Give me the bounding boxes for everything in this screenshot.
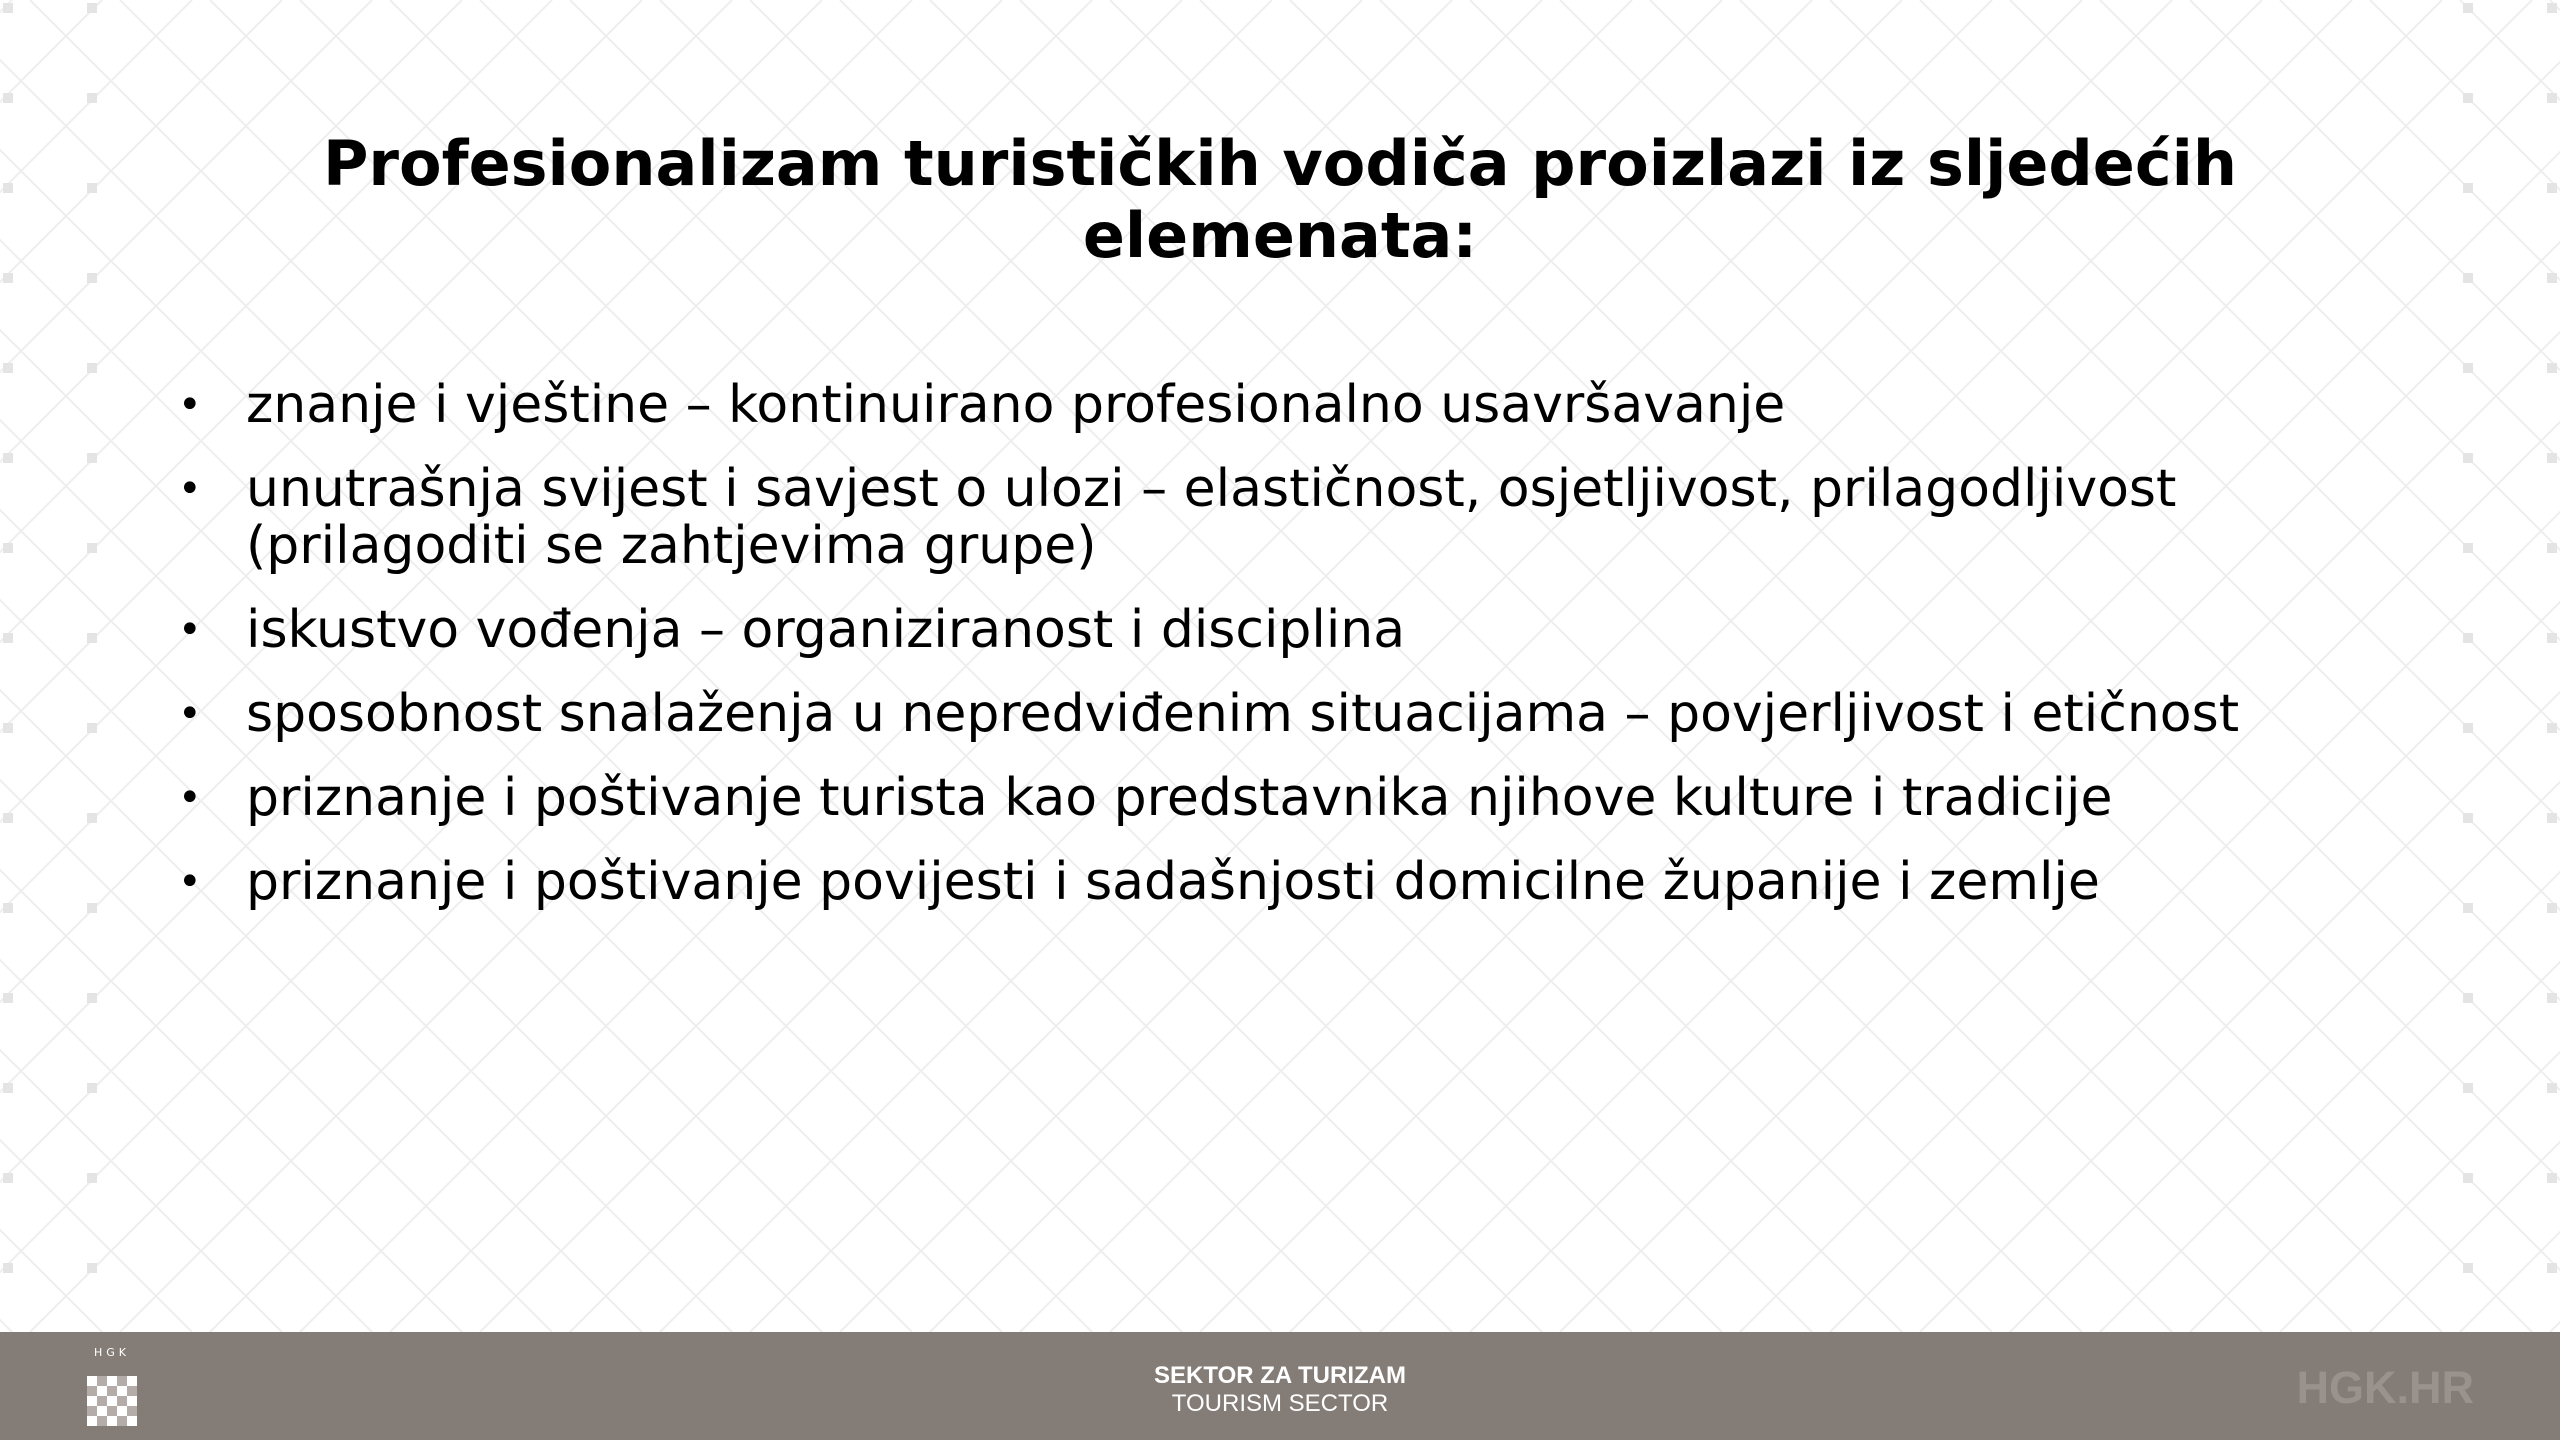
pattern-line: [0, 0, 12, 1332]
pattern-square: [87, 633, 97, 643]
pattern-square: [2547, 93, 2557, 103]
pattern-square: [2547, 903, 2557, 913]
logo-cell: [117, 1416, 127, 1426]
pattern-square: [2547, 633, 2557, 643]
logo-cell: [97, 1386, 107, 1396]
pattern-square: [3, 543, 13, 553]
pattern-square: [2463, 93, 2473, 103]
pattern-square: [2547, 1173, 2557, 1183]
pattern-square: [3, 813, 13, 823]
pattern-square: [3, 1173, 13, 1183]
logo-cell: [97, 1396, 107, 1406]
pattern-square: [2463, 993, 2473, 1003]
bullet-text: sposobnost snalaženja u nepredviđenim situacijama – povjerljivost i etičnost: [246, 684, 2240, 744]
pattern-square: [87, 723, 97, 733]
pattern-square: [87, 903, 97, 913]
pattern-line: [2550, 0, 2560, 1332]
bullet-dot: •: [178, 859, 202, 905]
pattern-square: [3, 3, 13, 13]
pattern-square: [87, 273, 97, 283]
bullet-item: [178, 686, 2438, 743]
pattern-square: [2463, 1263, 2473, 1273]
logo-cell: [97, 1376, 107, 1386]
pattern-square: [87, 1083, 97, 1093]
pattern-line: [0, 0, 192, 1332]
pattern-square: [3, 1083, 13, 1093]
footer-sector: [1080, 1362, 1480, 1418]
pattern-square: [87, 93, 97, 103]
pattern-line: [2460, 0, 2560, 1332]
bullet-dot: •: [178, 382, 202, 428]
bullet-item: [178, 854, 2438, 911]
bullet-text: unutrašnja svijest i savjest o ulozi – elastičnost, osjetljivost, prilagodljivost (prilagoditi se zahtjevima grupe): [246, 459, 2177, 576]
pattern-square: [87, 813, 97, 823]
pattern-square: [87, 183, 97, 193]
pattern-line: [0, 0, 12, 1332]
logo-cell: [117, 1396, 127, 1406]
bullet-item: [178, 377, 2438, 434]
pattern-square: [2547, 273, 2557, 283]
pattern-square: [2463, 273, 2473, 283]
pattern-square: [2463, 723, 2473, 733]
pattern-line: [2550, 0, 2560, 1332]
pattern-line: [2460, 0, 2560, 1332]
bullet-list: [178, 377, 2438, 938]
pattern-square: [2463, 633, 2473, 643]
logo-cell: [97, 1416, 107, 1426]
bullet-dot: •: [178, 691, 202, 737]
pattern-square: [2463, 1173, 2473, 1183]
pattern-square: [2547, 813, 2557, 823]
pattern-square: [3, 723, 13, 733]
logo-cell: [127, 1406, 137, 1416]
logo-cell: [117, 1406, 127, 1416]
pattern-square: [2547, 1263, 2557, 1273]
pattern-line: [0, 0, 192, 1332]
pattern-square: [2547, 543, 2557, 553]
pattern-square: [2463, 453, 2473, 463]
pattern-square: [3, 453, 13, 463]
pattern-square: [3, 633, 13, 643]
logo-cell: [87, 1376, 97, 1386]
pattern-square: [87, 1263, 97, 1273]
slide-title: Profesionalizam turističkih vodiča proizlazi iz sljedećih elemenata:: [322, 127, 2237, 272]
footer-website: HGK.HR: [2296, 1362, 2474, 1413]
logo-cell: [107, 1416, 117, 1426]
pattern-square: [2463, 3, 2473, 13]
logo-cell: [127, 1386, 137, 1396]
bullet-text: priznanje i poštivanje povijesti i sadašnjosti domicilne županije i zemlje: [246, 852, 2100, 912]
pattern-square: [3, 903, 13, 913]
logo-cell: [117, 1376, 127, 1386]
logo-cell: [127, 1376, 137, 1386]
logo-letters: HGK: [93, 1346, 130, 1359]
logo-cell: [127, 1416, 137, 1426]
footer-bar: [0, 1332, 2560, 1440]
pattern-square: [2547, 183, 2557, 193]
pattern-square: [2547, 453, 2557, 463]
pattern-square: [2463, 903, 2473, 913]
logo-cell: [87, 1406, 97, 1416]
pattern-square: [87, 3, 97, 13]
logo-cell: [117, 1386, 127, 1396]
pattern-square: [87, 363, 97, 373]
pattern-square: [2547, 723, 2557, 733]
bullet-item: [178, 770, 2438, 827]
footer-sector-name: SEKTOR ZA TURIZAM: [1154, 1362, 1406, 1389]
logo-cell: [127, 1396, 137, 1406]
bullet-dot: •: [178, 466, 202, 512]
pattern-square: [3, 93, 13, 103]
pattern-square: [2547, 3, 2557, 13]
pattern-square: [3, 363, 13, 373]
logo-cell: [87, 1386, 97, 1396]
pattern-square: [87, 1173, 97, 1183]
bullet-text: znanje i vještine – kontinuirano profesionalno usavršavanje: [246, 375, 1786, 435]
pattern-square: [3, 183, 13, 193]
pattern-square: [87, 543, 97, 553]
pattern-square: [2463, 1083, 2473, 1093]
pattern-square: [2463, 363, 2473, 373]
pattern-square: [87, 453, 97, 463]
pattern-square: [3, 273, 13, 283]
logo-cell: [87, 1416, 97, 1426]
logo-cell: [107, 1406, 117, 1416]
logo-cell: [107, 1396, 117, 1406]
bullet-text: iskustvo vođenja – organiziranost i disciplina: [246, 600, 1406, 660]
pattern-square: [2463, 813, 2473, 823]
logo-cell: [107, 1376, 117, 1386]
pattern-square: [3, 993, 13, 1003]
pattern-square: [2463, 183, 2473, 193]
bullet-text: priznanje i poštivanje turista kao predstavnika njihove kulture i tradicije: [246, 768, 2113, 828]
footer-sector-name-english: TOURISM SECTOR: [1171, 1390, 1389, 1417]
pattern-square: [2547, 1083, 2557, 1093]
logo-cell: [107, 1386, 117, 1396]
bullet-item: [178, 602, 2438, 659]
hgk-logo: [84, 1346, 140, 1428]
logo-cell: [87, 1396, 97, 1406]
bullet-dot: •: [178, 607, 202, 653]
logo-cell: [97, 1406, 107, 1416]
croatian-checkerboard-icon: [87, 1376, 137, 1428]
pattern-square: [87, 993, 97, 1003]
bullet-item: [178, 461, 2438, 575]
pattern-square: [2547, 363, 2557, 373]
bullet-dot: •: [178, 775, 202, 821]
pattern-square: [2463, 543, 2473, 553]
pattern-square: [2547, 993, 2557, 1003]
pattern-square: [3, 1263, 13, 1273]
